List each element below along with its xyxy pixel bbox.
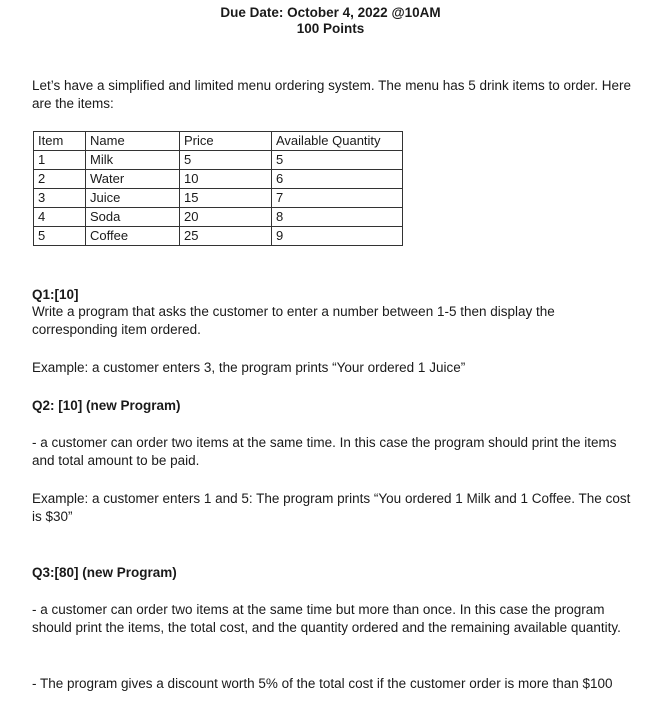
table-row [34, 208, 403, 227]
header-cell-quantity: Available Quantity [272, 132, 403, 151]
q3-discount: - The program gives a discount worth 5% of the total cost if the customer order is more than $100 [32, 676, 613, 691]
table-header-row [34, 132, 403, 151]
due-date-heading: Due Date: October 4, 2022 @10AM [220, 5, 441, 20]
table-row [34, 170, 403, 189]
table-row [34, 189, 403, 208]
cell-name: Water [86, 170, 180, 189]
intro-paragraph: Let’s have a simplified and limited menu ordering system. The menu has 5 drink items to order. Here are the items: [32, 78, 632, 111]
header-cell-name: Name [86, 132, 180, 151]
q2-example: Example: a customer enters 1 and 5: The program prints “You ordered 1 Milk and 1 Coffee. The cost is $30” [32, 491, 631, 524]
cell-quantity: 5 [272, 151, 403, 170]
cell-price: 5 [180, 151, 272, 170]
cell-name: Soda [86, 208, 180, 227]
cell-item: 5 [34, 227, 86, 246]
q1-example: Example: a customer enters 3, the program prints “Your ordered 1 Juice” [32, 360, 466, 375]
q2-title: Q2: [10] (new Program) [32, 398, 181, 413]
cell-quantity: 8 [272, 208, 403, 227]
cell-quantity: 9 [272, 227, 403, 246]
q3-text: - a customer can order two items at the same time but more than once. In this case the program should print the items, the total cost, and the quantity ordered and the remaining available quantity. [32, 602, 621, 635]
menu-table [33, 131, 403, 246]
cell-quantity: 7 [272, 189, 403, 208]
cell-name: Coffee [86, 227, 180, 246]
cell-item: 1 [34, 151, 86, 170]
cell-quantity: 6 [272, 170, 403, 189]
cell-item: 4 [34, 208, 86, 227]
points-heading: 100 Points [296, 21, 365, 36]
table-row [34, 151, 403, 170]
cell-price: 10 [180, 170, 272, 189]
cell-name: Juice [86, 189, 180, 208]
cell-price: 20 [180, 208, 272, 227]
cell-price: 25 [180, 227, 272, 246]
cell-item: 3 [34, 189, 86, 208]
q1-text: Write a program that asks the customer to enter a number between 1-5 then display the corresponding item ordered. [32, 304, 555, 337]
q1-title: Q1:[10] [32, 287, 79, 302]
q2-text: - a customer can order two items at the same time. In this case the program should print the items and total amount to be paid. [32, 435, 617, 468]
cell-item: 2 [34, 170, 86, 189]
header-cell-item: Item [34, 132, 86, 151]
cell-price: 15 [180, 189, 272, 208]
table-row [34, 227, 403, 246]
q3-title: Q3:[80] (new Program) [32, 565, 177, 580]
cell-name: Milk [86, 151, 180, 170]
header-cell-price: Price [180, 132, 272, 151]
